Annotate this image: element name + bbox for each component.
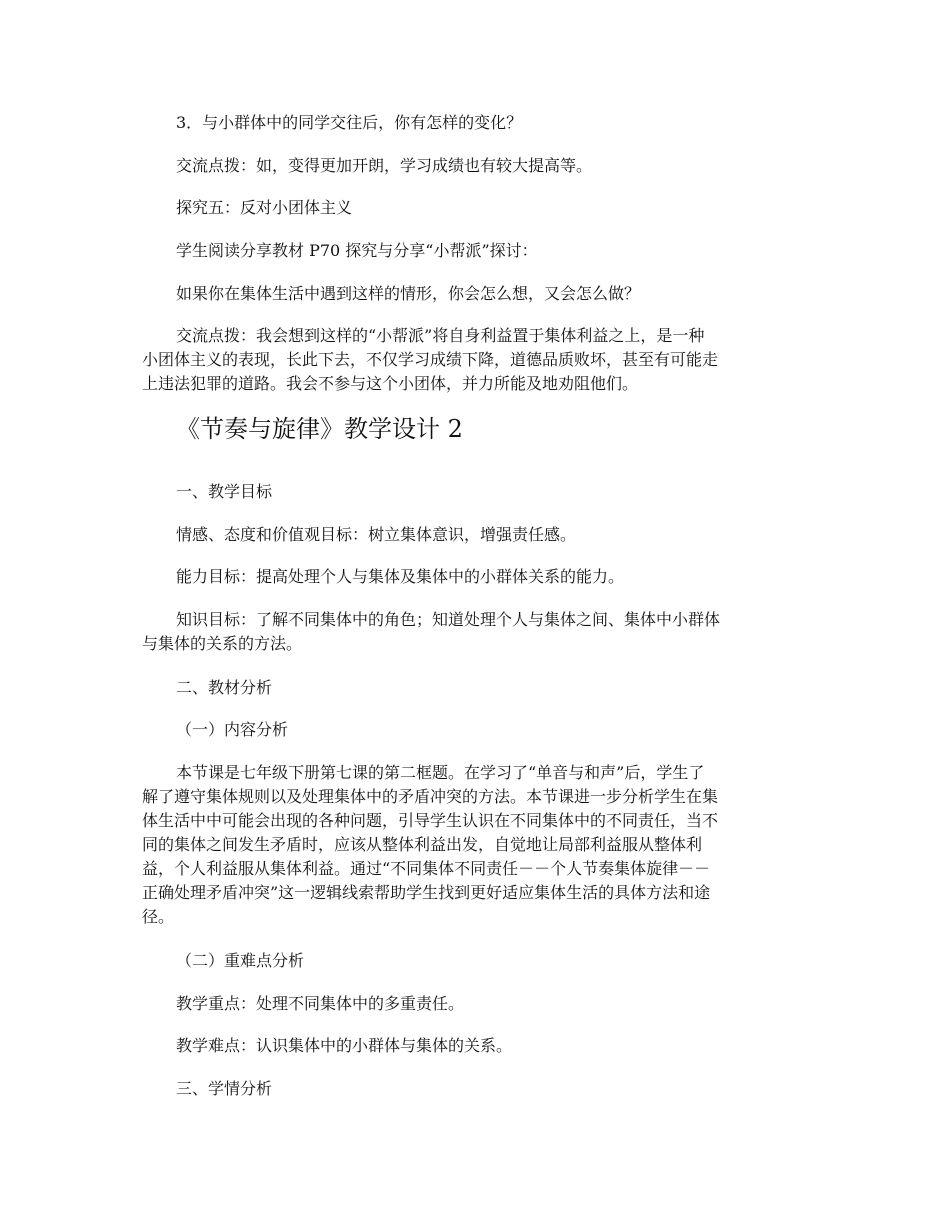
subheading-key-difficult: （二）重难点分析 [176,951,305,970]
content-line: 益，个人利益服从集体利益。通过“不同集体不同责任－－个人节奏集体旋律－－ [142,859,711,878]
answer-line: 上违法犯罪的道路。我会不参与这个小团体，并力所能及地劝阻他们。 [142,374,639,393]
subheading-content: （一）内容分析 [176,720,289,739]
section-heading-learners: 三、学情分析 [176,1079,273,1098]
content-line: 本节课是七年级下册第七课的第二框题。在学习了“单音与和声”后，学生了 [176,763,705,782]
content-line: 正确处理矛盾冲突”这一逻辑线索帮助学生找到更好适应集体生活的具体方法和途 [142,883,711,902]
question-3: 3．与小群体中的同学交往后，你有怎样的变化？ [176,113,523,132]
document-title: 《节奏与旋律》教学设计 2 [176,415,463,443]
content-line: 同的集体之间发生矛盾时，应该从整体利益出发，自觉地让局部利益服从整体利 [142,835,703,854]
content-line: 体生活中中可能会出现的各种问题，引导学生认识在不同集体中的不同责任，当不 [142,811,719,830]
key-point: 教学重点：处理不同集体中的多重责任。 [176,994,465,1013]
explore-5-heading: 探究五：反对小团体主义 [176,198,353,217]
scenario-question: 如果你在集体生活中遇到这样的情形，你会怎么想，又会怎么做？ [176,284,641,303]
goal-knowledge-line: 知识目标：了解不同集体中的角色；知道处理个人与集体之间、集体中小群体 [176,610,721,629]
question-3-answer: 交流点拨：如，变得更加开朗，学习成绩也有较大提高等。 [176,156,593,175]
goal-knowledge-line: 与集体的关系的方法。 [142,634,303,653]
section-heading-objectives: 一、教学目标 [176,482,273,501]
content-line: 解了遵守集体规则以及处理集体中的矛盾冲突的方法。本节课进一步分析学生在集 [142,787,719,806]
section-heading-material: 二、教材分析 [176,678,273,697]
difficult-point: 教学难点：认识集体中的小群体与集体的关系。 [176,1036,513,1055]
goal-emotion: 情感、态度和价值观目标：树立集体意识，增强责任感。 [176,525,577,544]
goal-ability: 能力目标：提高处理个人与集体及集体中的小群体关系的能力。 [176,567,625,586]
content-line: 径。 [142,907,175,926]
answer-line: 小团体主义的表现，长此下去，不仅学习成绩下降，道德品质败坏，甚至有可能走 [142,350,719,369]
reading-task: 学生阅读分享教材 P70 探究与分享“小帮派”探讨： [176,241,538,260]
answer-line: 交流点拨：我会想到这样的“小帮派”将自身利益置于集体利益之上，是一种 [176,326,705,345]
